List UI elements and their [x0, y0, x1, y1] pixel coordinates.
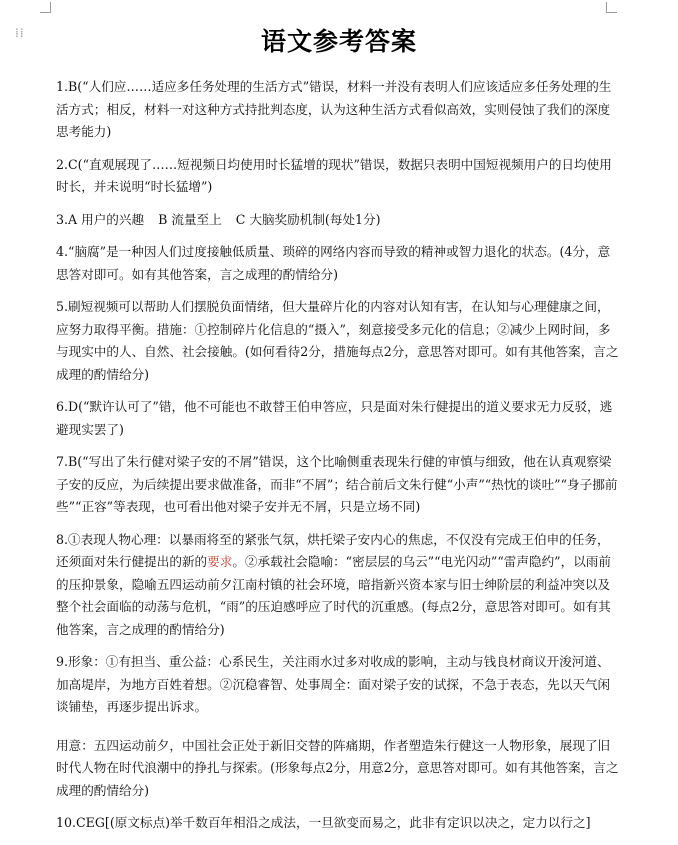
drag-handle-icon[interactable]: ⁞⁞ [15, 26, 25, 40]
answer-item-4: 4.“脑腐”是一种因人们过度接触低质量、琐碎的网络内容而导致的精神或智力退化的状态。(4分，意思答对即可。如有其他答案，言之成理的酌情给分) [56, 244, 611, 282]
answer-item-6: 6.D(“默许认可了”错，他不可能也不敢替王伯申答应，只是面对朱行健提出的道义要求无力反驳，逃避现实罢了) [56, 399, 613, 437]
answer-item-5: 5.刷短视频可以帮助人们摆脱负面情绪，但大量碎片化的内容对认知有害，在认知与心理健康之间，应努力取得平衡。措施：①控制碎片化信息的“摄入”，刻意接受多元化的信息；②减少上网时间，多与现实中的人、自然、社会接触。(如何看待2分，措施每点2分，意思答对即可。如有其他答案，言之成理的酌情给分) [56, 299, 619, 382]
answer-item-9-note: 用意：五四运动前夕，中国社会正处于新旧交替的阵痛期，作者塑造朱行健这一人物形象，展现了旧时代人物在时代浪潮中的挣扎与探索。(形象每点2分，用意2分，意思答对即可。如有其他答案，言之成理的酌情给分) [56, 737, 619, 798]
page-corner-mark-left [40, 2, 51, 13]
answer-8-highlight: 要求 [207, 554, 233, 569]
answer-item-7: 7.B(“写出了朱行健对梁子安的不屑”错误，这个比喻侧重表现朱行健的审慎与细致，他在认真观察梁子安的反应，为后续提出要求做准备，而非“不屑”；结合前后文朱行健“小声”“热忱的谈吐”“身子挪前些”“正容”等表现，也可看出他对梁子安并无不屑，只是立场不同) [56, 454, 618, 514]
answer-item-1: 1.B(“人们应……适应多任务处理的生活方式”错误，材料一并没有表明人们应该适应多任务处理的生活方式；相反，材料一对这种方式持批判态度，认为这种生活方式看似高效，实则侵蚀了我们的深度思考能力) [56, 79, 612, 139]
page-corner-mark-right [606, 2, 617, 13]
answer-item-2: 2.C(“直观展现了……短视频日均使用时长猛增的现状”错误，数据只表明中国短视频用户的日均使用时长，并未说明“时长猛增”) [56, 156, 612, 194]
page-title: 语文参考答案 [260, 27, 417, 56]
answer-3-part-c: C 大脑奖励机制(每处1分) [235, 211, 381, 227]
answer-3-part-a: 3.A 用户的兴趣 [56, 211, 145, 227]
answer-item-8 [56, 529, 622, 642]
answer-item-3 [56, 209, 622, 232]
answer-8-text-start: 8.①表现人物心理：以暴雨将至的紧张气氛，烘托梁子安内心的焦虑，不仅没有完成王伯申的任务，还须面对朱行健提出的新的 [56, 531, 610, 569]
answer-item-10: 10.CEG[(原文标点)举千数百年相沿之成法，一旦欲变而易之，此非有定识以决之，定力以行之] [56, 815, 591, 830]
answer-8-text-end: 。②承载社会隐喻：“密层层的乌云”“电光闪动”“雷声隐约”，以雨前的压抑景象，隐喻五四运动前夕江南村镇的社会环境，暗指新兴资本家与旧士绅阶层的利益冲突以及整个社会面临的动荡与危机，“雨”的压迫感呼应了时代的沉重感。(每点2分，意思答对即可。如有其他答案，言之成理的酌情给分) [56, 554, 611, 637]
answer-item-9: 9.形象：①有担当、重公益：心系民生，关注雨水过多对收成的影响，主动与钱良材商议开浚河道、加高堤岸，为地方百姓着想。②沉稳睿智、处事周全：面对梁子安的试探，不急于表态，先以天气闲谈铺垫，再逐步提出诉求。 [56, 654, 611, 714]
answer-3-part-b: B 流量至上 [158, 211, 222, 227]
answer-list [56, 76, 622, 845]
